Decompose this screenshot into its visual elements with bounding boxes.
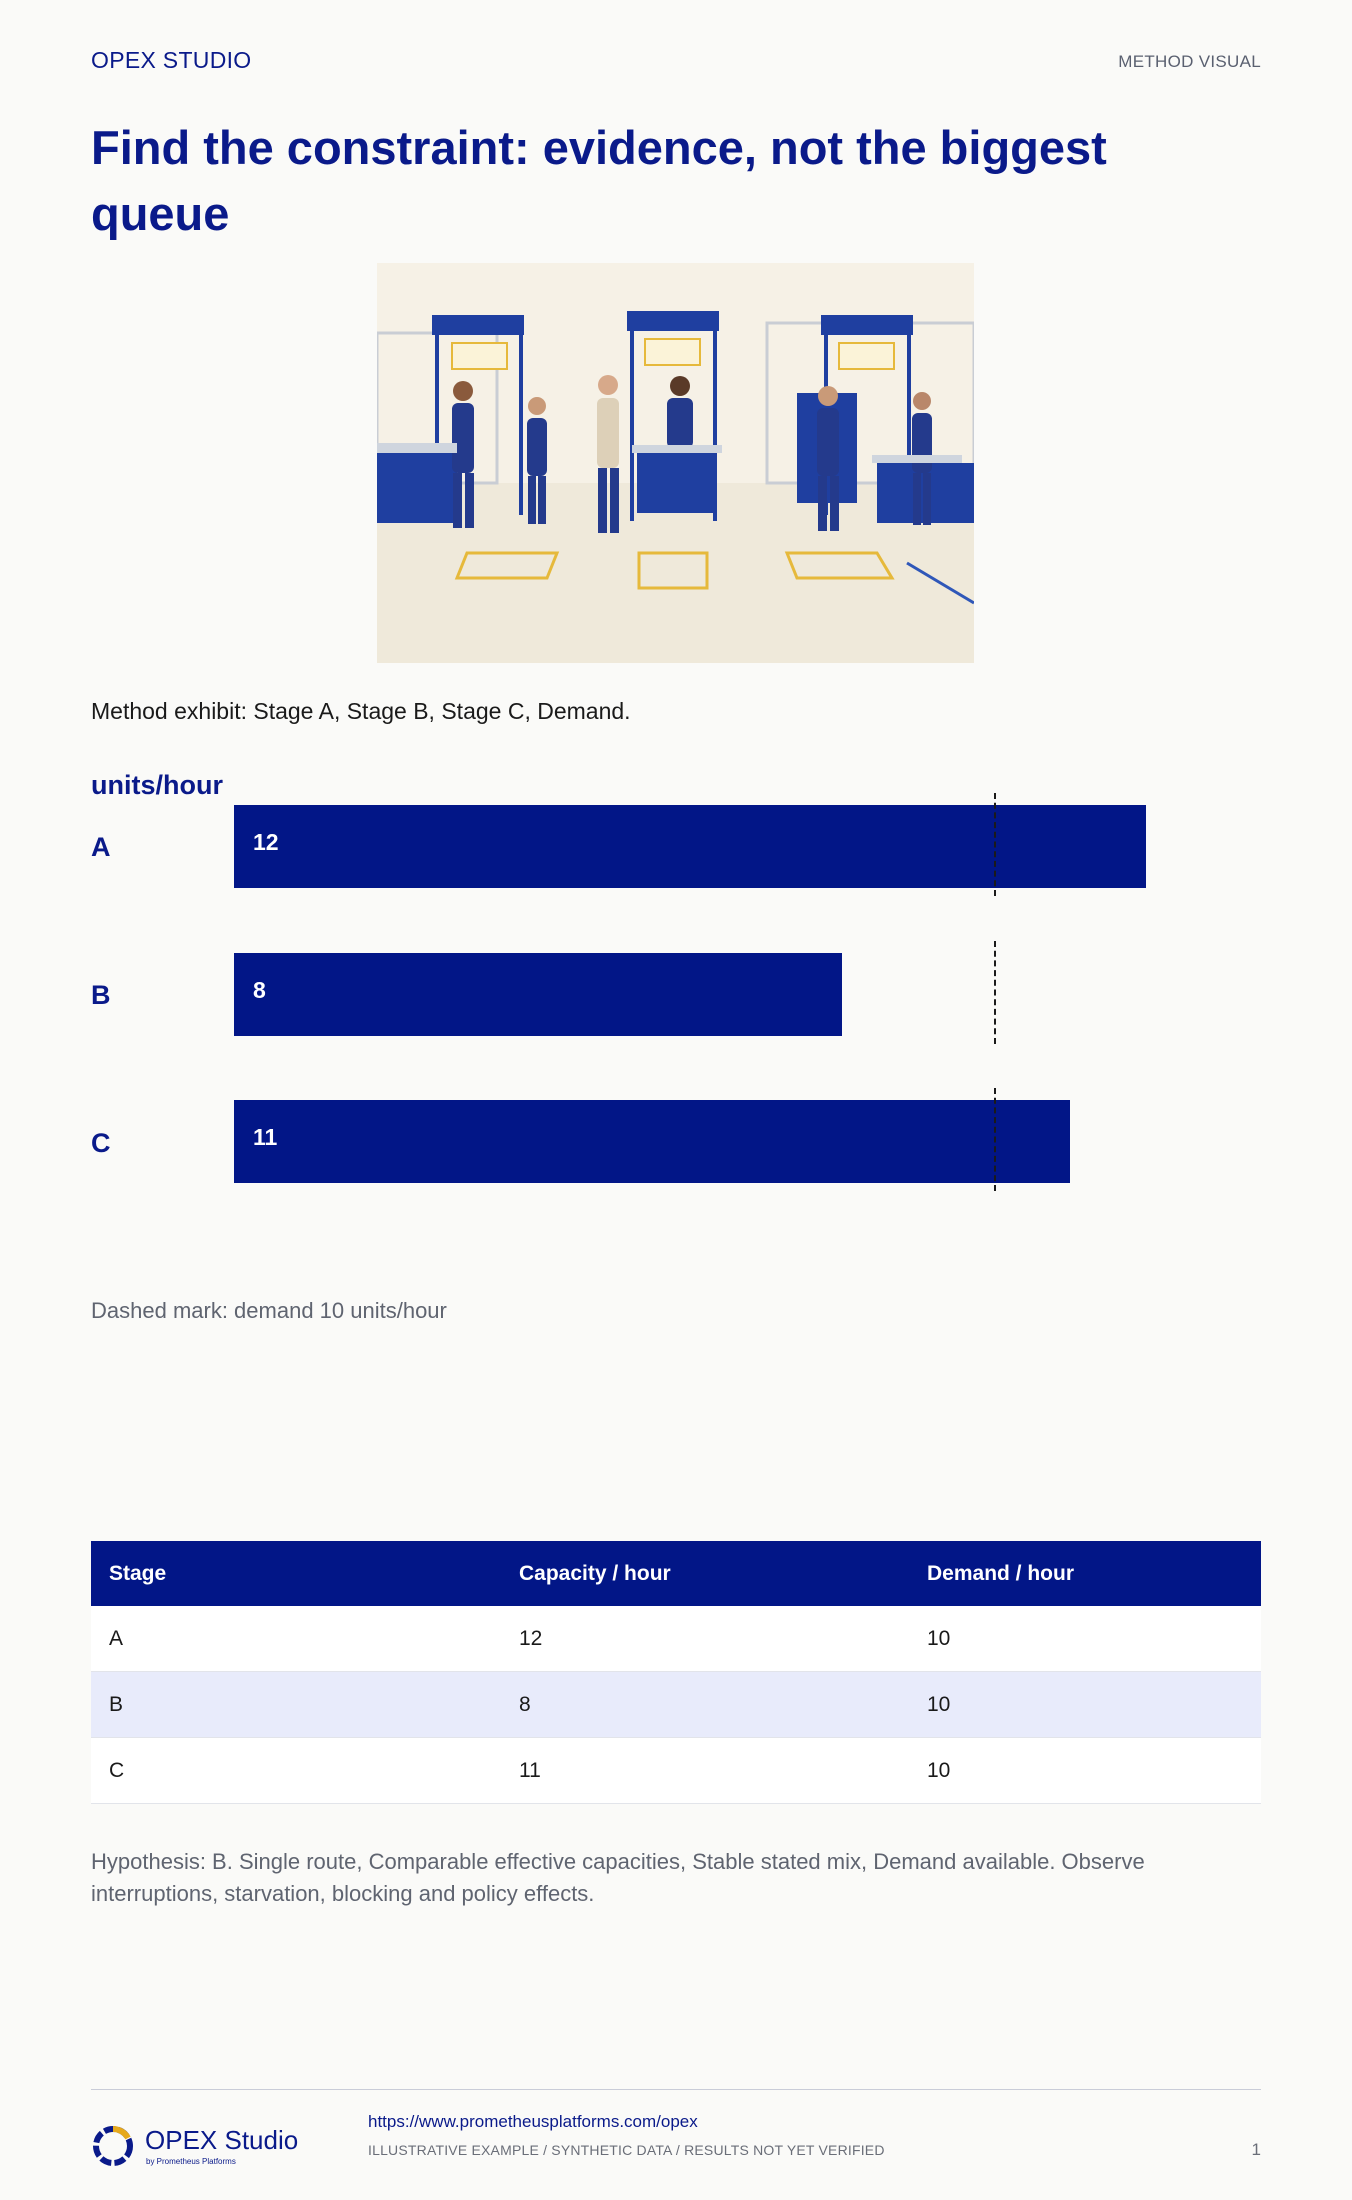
demand-mark-c xyxy=(994,1088,996,1191)
table-cell: 10 xyxy=(909,1738,1261,1804)
chart-unit-label: units/hour xyxy=(91,770,223,800)
bar-b xyxy=(234,953,842,1036)
bar-c xyxy=(234,1100,1070,1183)
bar-value-b: 8 xyxy=(253,977,266,1003)
footer-logo-subtitle: by Prometheus Platforms xyxy=(146,2157,236,2166)
table-cell: A xyxy=(91,1606,501,1672)
factory-illustration-graphic xyxy=(377,263,974,663)
capacity-demand-table xyxy=(91,1541,1261,1804)
hypothesis-text: Hypothesis: B. Single route, Comparable effective capacities, Stable stated mix, Demand available. Observe interruptions, starvation, blocking and policy effects. xyxy=(91,1849,1145,1906)
bar-value-c: 11 xyxy=(253,1124,278,1150)
demand-mark-a xyxy=(994,793,996,896)
table-row xyxy=(91,1672,1261,1738)
opex-ring-logo-icon xyxy=(91,2124,135,2168)
bar-label-b: B xyxy=(91,980,111,1010)
bar-label-a: A xyxy=(91,832,111,862)
bar-label-c: C xyxy=(91,1128,111,1158)
table-header-cell: Demand / hour xyxy=(909,1541,1261,1606)
table-cell: C xyxy=(91,1738,501,1804)
exhibit-caption: Method exhibit: Stage A, Stage B, Stage C, Demand. xyxy=(91,698,631,724)
brand-name: OPEX STUDIO xyxy=(91,47,252,73)
table-cell: 8 xyxy=(501,1672,909,1738)
table-row xyxy=(91,1606,1261,1672)
table-header-cell: Stage xyxy=(91,1541,501,1606)
section-tag: METHOD VISUAL xyxy=(1118,52,1261,71)
bar-a xyxy=(234,805,1146,888)
table-header-cell: Capacity / hour xyxy=(501,1541,909,1606)
page-number: 1 xyxy=(1251,2140,1261,2159)
footer-divider xyxy=(91,2089,1261,2090)
bar-value-a: 12 xyxy=(253,829,279,855)
table-cell: 12 xyxy=(501,1606,909,1672)
table-cell: 10 xyxy=(909,1606,1261,1672)
table-cell: B xyxy=(91,1672,501,1738)
factory-illustration xyxy=(377,263,974,663)
table-row xyxy=(91,1738,1261,1804)
table-cell: 10 xyxy=(909,1672,1261,1738)
footer-logo-name: OPEX Studio xyxy=(145,2125,299,2155)
footer-disclaimer: ILLUSTRATIVE EXAMPLE / SYNTHETIC DATA / RESULTS NOT YET VERIFIED xyxy=(368,2142,885,2158)
chart-note: Dashed mark: demand 10 units/hour xyxy=(91,1298,447,1323)
demand-mark-b xyxy=(994,941,996,1044)
table-cell: 11 xyxy=(501,1738,909,1804)
table-header-row xyxy=(91,1541,1261,1606)
page-title: Find the constraint: evidence, not the biggest queue xyxy=(91,121,1107,240)
footer-url-link[interactable]: https://www.prometheusplatforms.com/opex xyxy=(368,2112,698,2131)
